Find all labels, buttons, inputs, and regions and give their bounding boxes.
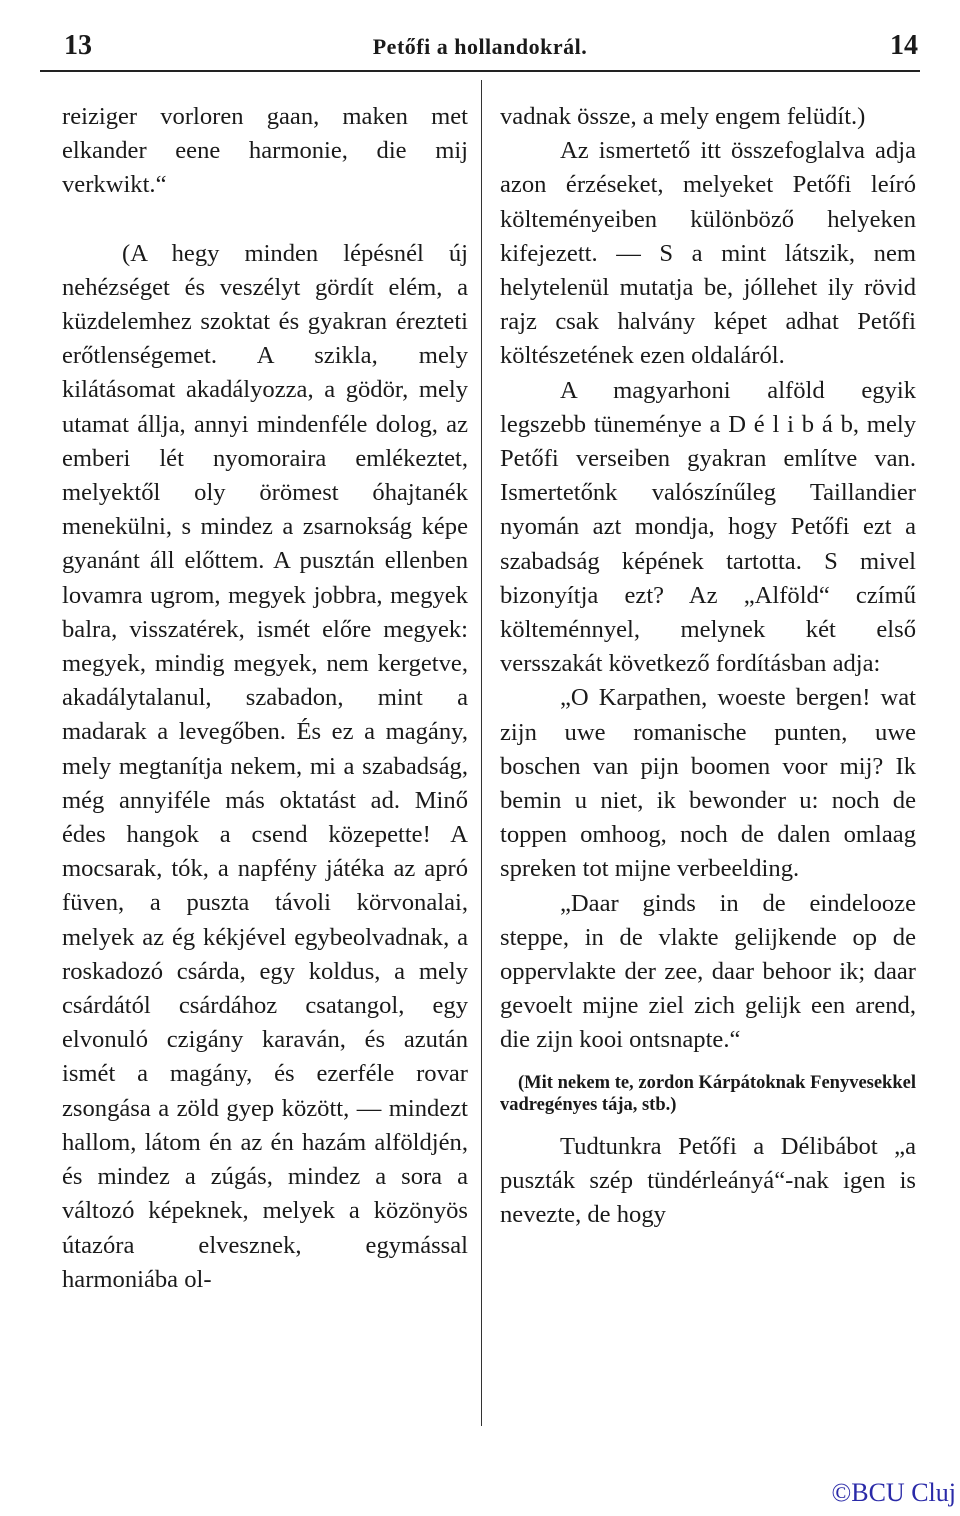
page-header: [40, 26, 920, 72]
quote-paragraph: „Daar ginds in de eindelooze steppe, in de vlakte gelijkende op de oppervlakte der zee, daar behoor ik; daar gevoelt mijne ziel zich gelijk een arend, die zijn kooi ontsnapte.“: [500, 889, 916, 1054]
right-column: [500, 100, 916, 1232]
column-divider: [481, 80, 482, 1426]
paragraph: (A hegy minden lépésnél új nehézséget és veszélyt gördít elém, a küzdelemhez szoktat és gyakran érezteti erőtlenségemet. A szikla, mely kilátásomat akadályozza, a gödör, mely utamat állja, annyi mindenféle dolog, az emberi lét nyomoraira emlékeztet, melyektől oly örömest óhajtanék menekülni, s mindez a zsarnokság képe gyanánt áll előttem. A pusztán ellenben lovamra ugrom, megyek jobbra, megyek balra, visszatérek, ismét előre megyek: megyek, mindig megyek, nem kergetve, akadálytalanul, szabadon, mint a madarak a levegőben. És ez a magány, mely megtanítja nekem, mi a szabadság, még annyiféle más oktatást ad. Minő édes hangok a csend közepette! A mocsarak, tók, a napfény játéka az apró füven, a puszta távoli körvonalai, melyek az ég kékjével egybeolvadnak, a roskadozó csárda, egy koldus, a mely csárdától csárdához csatangol, egy elvonuló czigány karaván, és azután ismét a magány, és ezerféle rovar zsongása a zöld gyep között, — mindezt hallom, látom én az én hazám alföldjén, és mindez a zúgás, mindez a sora a változó képeknek, melyek a közönyös útazóra elvesznek, egymással harmoniába ol-: [62, 239, 468, 1293]
paragraph: Az ismertető itt összefoglalva adja azon érzéseket, melyeket Petőfi leíró költeményeiben különböző helyeken kifejezett. — S a mint látszik, nem helytelenül mutatja be, jóllehet ily rövid rajz csak halvány képet adhat Petőfi költészetének ezen oldaláról.: [500, 137, 916, 370]
page-number-left: 13: [64, 30, 92, 61]
paragraph: vadnak össze, a mely engem felüdít.): [500, 103, 866, 130]
paragraph: Tudtunkra Petőfi a Délibábot „a puszták szép tündérleányá“-nak igen is nevezte, de hogy: [500, 1132, 916, 1229]
library-watermark: ©BCU Cluj: [831, 1478, 956, 1507]
paragraph: reiziger vorloren gaan, maken met elkander eene harmonie, die mij verkwikt.“: [62, 103, 468, 199]
quote-paragraph: „O Karpathen, woeste bergen! wat zijn uwe romanische punten, uwe boschen van pijn boomen voor mij? Ik bemin u niet, ik bewonder u: noch de toppen omhoog, noch de dalen omlaag spreken tot mijne verbeelding.: [500, 684, 916, 883]
left-column: [62, 100, 468, 1297]
page-number-right: 14: [890, 30, 918, 61]
footnote-translation: (Mit nekem te, zordon Kárpátoknak Fenyvesekkel vadregényes tája, stb.): [500, 1072, 916, 1115]
paragraph: A magyarhoni alföld egyik legszebb tüneménye a D é l i b á b, mely Petőfi verseiben gyakran említve van. Ismertetőnk valószínűleg Taillandier nyomán azt mondja, hogy Petőfi ezt a szabadság képének tartotta. S mivel bizonyítja ezt? Az „Alföld“ czímű költeménnyel, melynek két első versszakát következő fordításban adja:: [500, 376, 916, 678]
running-title: Petőfi a hollandokrál.: [372, 34, 588, 59]
